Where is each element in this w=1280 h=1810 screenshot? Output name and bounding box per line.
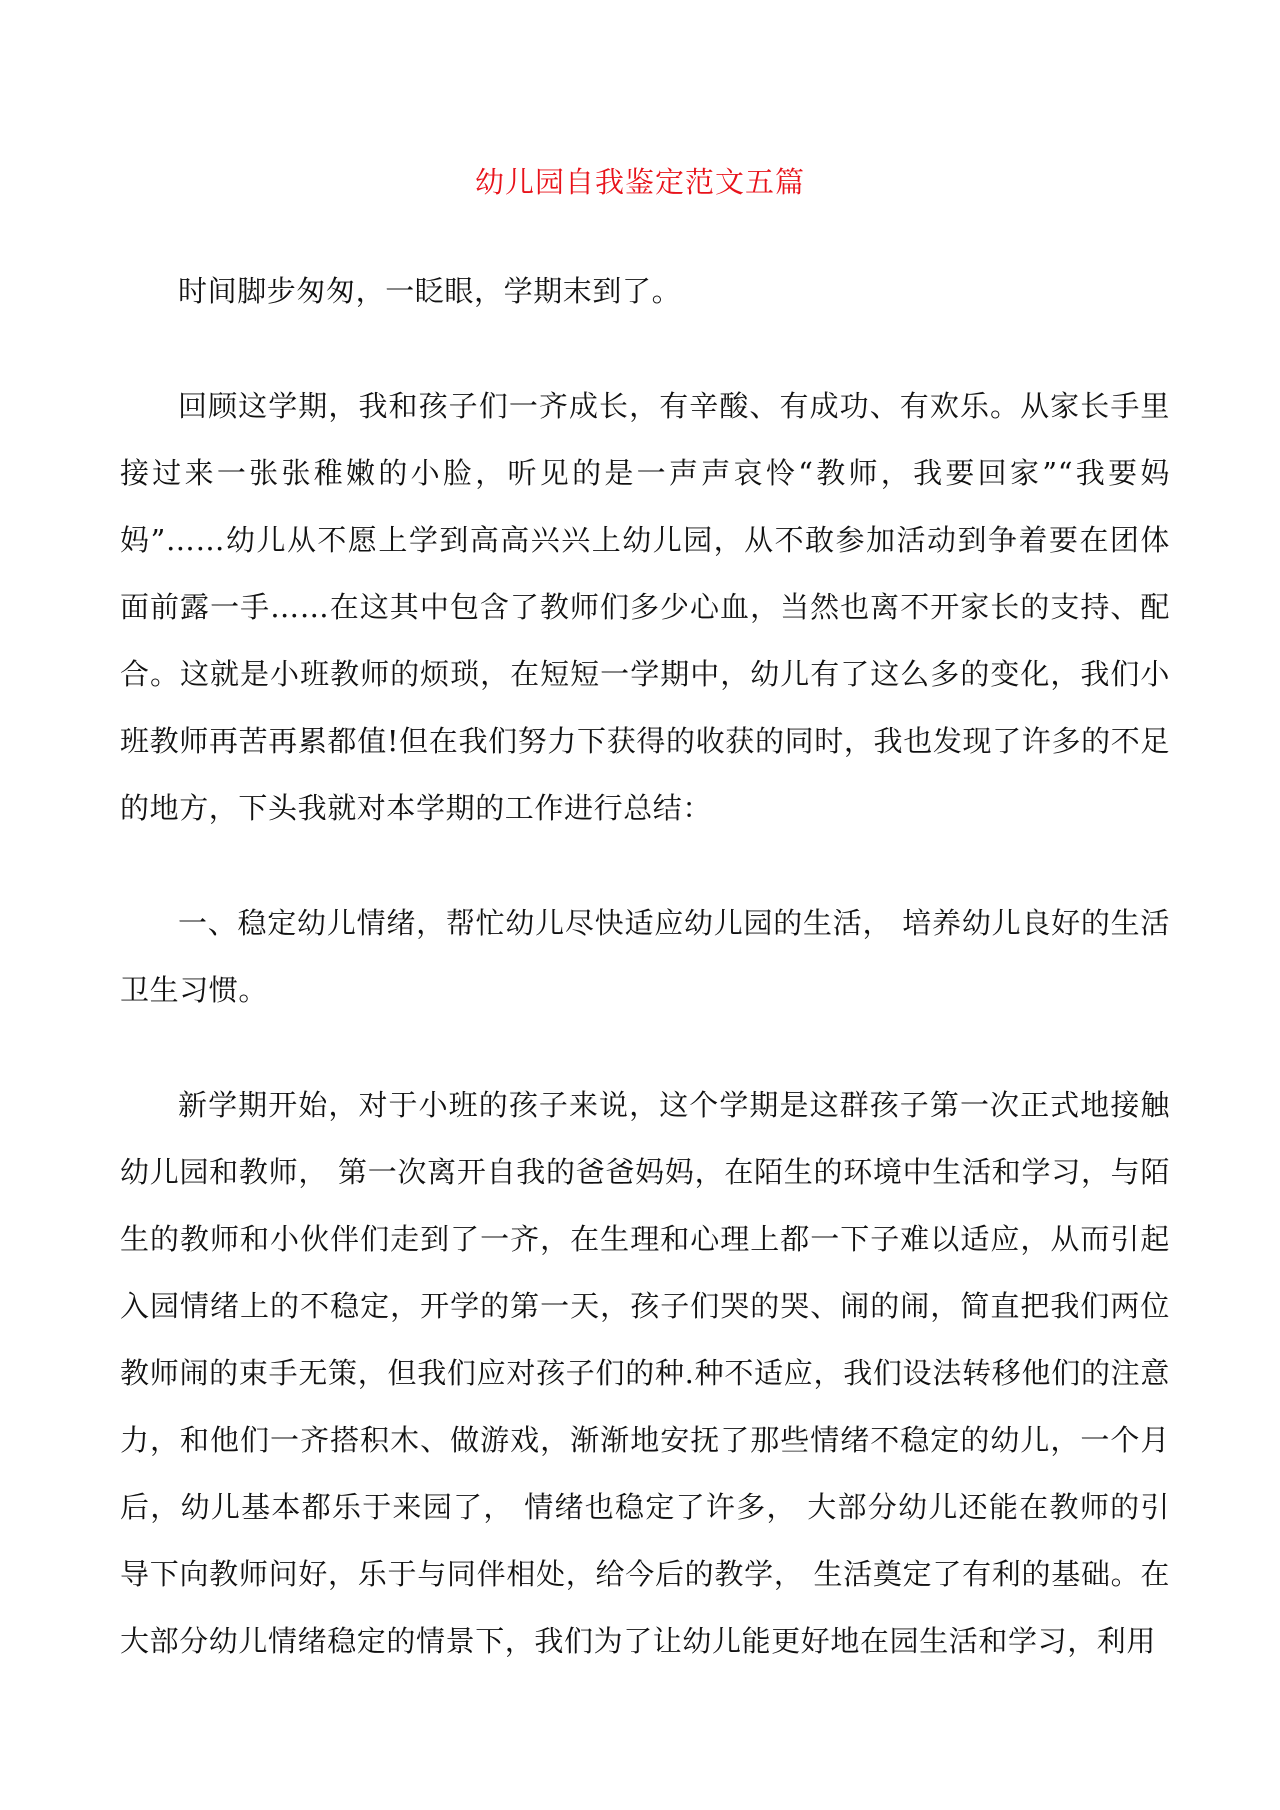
paragraph-review: 回顾这学期，我和孩子们一齐成长，有辛酸、有成功、有欢乐。从家长手里接过来一张张稚嫩的小脸，听见的是一声声哀怜“教师，我要回家”“我要妈妈”……幼儿从不愿上学到高高兴兴上幼儿园，从不敢参加活动到争着要在团体面前露一手……在这其中包含了教师们多少心血，当然也离不开家长的支持、配合。这就是小班教师的烦琐，在短短一学期中，幼儿有了这么多的变化，我们小班教师再苦再累都值!但在我们努力下获得的收获的同时，我也发现了许多的不足的地方，下头我就对本学期的工作进行总结： <box>120 389 1170 825</box>
paragraph-intro: 时间脚步匆匆，一眨眼，学期末到了。 <box>178 274 682 308</box>
document-body <box>120 258 1170 1723</box>
paragraph-section-1: 新学期开始，对于小班的孩子来说，这个学期是这群孩子第一次正式地接触幼儿园和教师， 第一次离开自我的爸爸妈妈，在陌生的环境中生活和学习，与陌生的教师和小伙伴们走到了一齐，在生理和心理上都一下子难以适应，从而引起入园情绪上的不稳定，开学的第一天，孩子们哭的哭、闹的闹，简直把我们两位教师闹的束手无策，但我们应对孩子们的种.种不适应，我们设法转移他们的注意力，和他们一齐搭积木、做游戏，渐渐地安抚了那些情绪不稳定的幼儿，一个月后，幼儿基本都乐于来园了， 情绪也稳定了许多， 大部分幼儿还能在教师的引导下向教师问好，乐于与同伴相处，给今后的教学， 生活奠定了有利的基础。在大部分幼儿情绪稳定的情景下，我们为了让幼儿能更好地在园生活和学习，利用 <box>120 1088 1170 1658</box>
document-title: 幼儿园自我鉴定范文五篇 <box>474 165 805 199</box>
section-heading-1: 一、稳定幼儿情绪，帮忙幼儿尽快适应幼儿园的生活， 培养幼儿良好的生活卫生习惯。 <box>120 906 1170 1007</box>
